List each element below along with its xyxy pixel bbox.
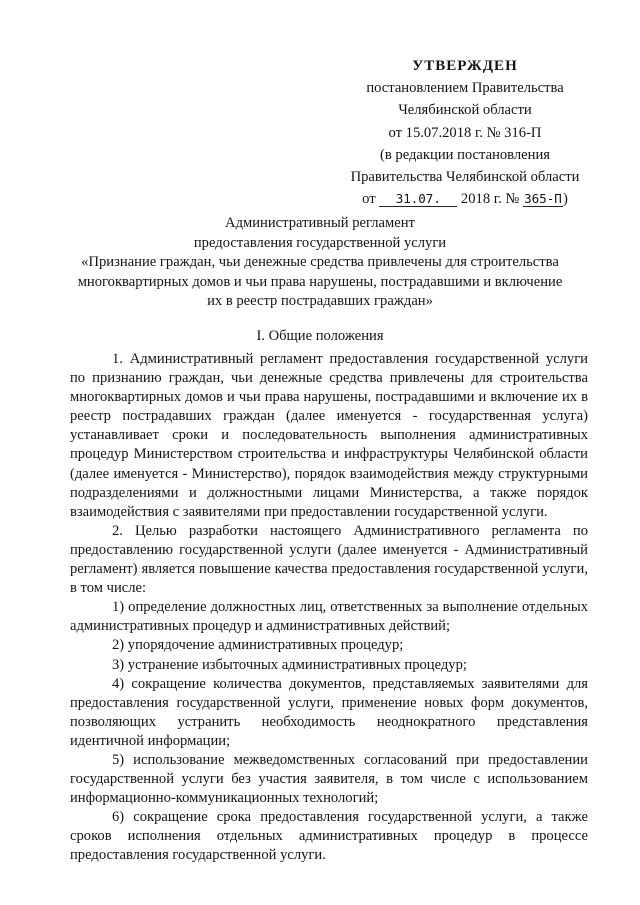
- paragraph: 1) определение должностных лиц, ответственных за выполнение отдельных административных процедур и административных действий;: [70, 599, 588, 635]
- handwritten-number: 365-П: [524, 191, 562, 207]
- paragraph: 4) сокращение количества документов, представляемых заявителями для предоставления государственной услуги, применение новых форм документов, позволяющих устранить необходимость неоднократного представления идентичной информации;: [70, 675, 588, 749]
- heading-line-5: их в реестр пострадавших граждан»: [207, 293, 433, 309]
- approval-line-2: Челябинской области: [398, 102, 532, 119]
- paragraph: 2) упорядочение административных процедур;: [112, 637, 404, 654]
- approval-line-5: Правительства Челябинской области: [350, 169, 580, 186]
- approval-year-label: 2018 г. №: [460, 191, 520, 208]
- section-title: I. Общие положения: [256, 328, 384, 344]
- heading-line-4: многоквартирных домов и чьи права нарушены, пострадавшими и включение: [77, 273, 563, 290]
- paragraph: 3) устранение избыточных административных процедур;: [112, 656, 467, 673]
- approval-date-line: [335, 188, 595, 210]
- approval-line-1: постановлением Правительства: [366, 80, 564, 97]
- approval-close-paren: ): [562, 191, 568, 208]
- approval-title: УТВЕРЖДЕН: [412, 58, 518, 74]
- paragraph: 2. Целью разработки настоящего Административного регламента по предоставлению государственной услуги (далее именуется - Административный регламент) является повышение качества предоставления государственной услуги, в том числе:: [70, 522, 588, 597]
- approval-line-3: от 15.07.2018 г. № 316-П: [388, 124, 542, 141]
- heading-line-2: предоставления государственной услуги: [193, 234, 447, 251]
- heading-line-3: «Признание граждан, чьи денежные средства привлечены для строительства: [81, 254, 559, 270]
- paragraph: 5) использование межведомственных согласований при предоставлении государственной услуги без участия заявителя, в том числе с использованием информационно-коммуникационных технологий;: [70, 751, 588, 807]
- document-heading: [60, 214, 580, 312]
- approval-stamp-block: [335, 55, 595, 210]
- approval-line-4: (в редакции постановления: [380, 146, 550, 163]
- paragraph: 6) сокращение срока предоставления государственной услуги, а также сроков исполнения отдельных административных процедур в процессе предоставления государственной услуги.: [70, 809, 588, 864]
- document-body: [70, 350, 588, 866]
- paragraph: 1. Административный регламент предоставления государственной услуги по признанию граждан, чьи денежные средства привлечены для строительства многоквартирных домов и чьи права нарушены, пострадавшими и включение их в реестр пострадавших граждан (далее именуется - государственная услуга) устанавливает сроки и последовательность выполнения административных процедур Министерством строительства и инфраструктуры Челябинской области (далее именуется - Министерство), порядок взаимодействия между структурными подразделениями и должностными лицами Министерства, а также порядок взаимодействия с заявителями при предоставлении государственной услуги.: [70, 351, 588, 520]
- approval-from-label: от: [362, 191, 376, 208]
- handwritten-date: 31.07.: [379, 191, 457, 207]
- heading-line-1: Административный регламент: [225, 215, 415, 231]
